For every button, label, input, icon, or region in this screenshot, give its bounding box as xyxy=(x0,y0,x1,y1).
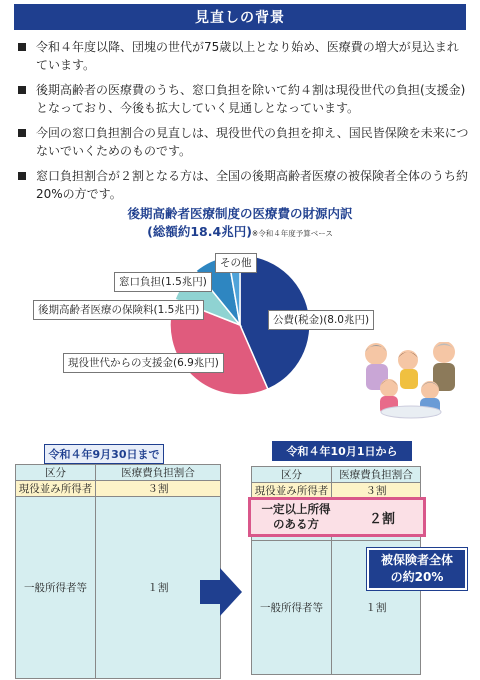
table-row xyxy=(16,481,221,497)
slice-label-premium: 後期高齢者医療の保険料(1.5兆円) xyxy=(33,300,204,320)
before-period-text: 令和４年9月30日まで xyxy=(48,448,160,461)
square-bullet-icon xyxy=(18,172,26,180)
table-header-row xyxy=(16,465,221,481)
before-period-label xyxy=(44,444,164,464)
after-period-label xyxy=(272,441,412,461)
section-header xyxy=(14,4,466,30)
new-rate-highlight xyxy=(248,497,426,537)
list-item xyxy=(14,167,470,203)
category-cell: 一般所得者等 xyxy=(16,497,96,679)
column-header-category: 区分 xyxy=(252,467,332,483)
category-cell: 現役並み所得者 xyxy=(252,483,332,499)
highlight-category-line1: 一定以上所得 xyxy=(261,502,331,516)
share-badge xyxy=(367,548,467,590)
chart-subtitle: (総額約18.4兆円) xyxy=(147,224,252,239)
highlight-category-line2: のある方 xyxy=(273,517,319,531)
highlight-rate: ２割 xyxy=(368,511,395,527)
rate-cell: １割 xyxy=(96,497,221,679)
list-item-text: 令和４年度以降、団塊の世代が75歳以上となり始め、医療費の増大が見込まれています。 xyxy=(36,40,459,72)
category-cell: 一般所得者等 xyxy=(252,541,332,675)
list-item xyxy=(14,124,470,160)
section-title: 見直しの背景 xyxy=(195,10,285,26)
table-header-row xyxy=(252,467,421,483)
badge-line1: 被保険者全体 xyxy=(380,553,453,567)
before-rate-table xyxy=(15,464,221,679)
square-bullet-icon xyxy=(18,86,26,94)
table-row xyxy=(16,497,221,679)
arrow-right-icon xyxy=(200,568,242,616)
column-header-category: 区分 xyxy=(16,465,96,481)
list-item-text: 後期高齢者の医療費のうち、窓口負担を除いて約４割は現役世代の負担(支援金)となっており、今後も拡大していく見通しとなっています。 xyxy=(36,83,466,115)
column-header-rate: 医療費負担割合 xyxy=(96,465,221,481)
list-item-text: 今回の窓口負担割合の見直しは、現役世代の負担を抑え、国民皆保険を未来につないでいくためのものです。 xyxy=(36,126,469,158)
list-item-text: 窓口負担割合が２割となる方は、全国の後期高齢者医療の被保険者全体のうち約20%の方です。 xyxy=(36,169,469,201)
rate-cell: １割 xyxy=(332,541,421,675)
square-bullet-icon xyxy=(18,129,26,137)
chart-title: 後期高齢者医療制度の医療費の財源内訳 xyxy=(127,206,353,221)
category-cell: 現役並み所得者 xyxy=(16,481,96,497)
slice-label-copay: 窓口負担(1.5兆円) xyxy=(114,272,212,292)
chart-title-block xyxy=(0,205,480,243)
list-item xyxy=(14,81,470,117)
slice-label-public: 公費(税金)(8.0兆円) xyxy=(268,310,374,330)
rate-cell: ３割 xyxy=(96,481,221,497)
family-illustration xyxy=(356,342,466,420)
square-bullet-icon xyxy=(18,43,26,51)
chart-note: ※令和４年度予算ベース xyxy=(251,229,333,238)
slice-label-other: その他 xyxy=(215,253,257,273)
rate-cell: ３割 xyxy=(332,483,421,499)
column-header-rate: 医療費負担割合 xyxy=(332,467,421,483)
slice-label-support: 現役世代からの支援金(6.9兆円) xyxy=(63,353,224,373)
list-item xyxy=(14,38,470,74)
bullet-list xyxy=(14,38,470,210)
after-period-text: 令和４年10月1日から xyxy=(286,445,398,458)
highlight-category xyxy=(251,502,341,532)
badge-line2: の約20% xyxy=(390,570,444,584)
